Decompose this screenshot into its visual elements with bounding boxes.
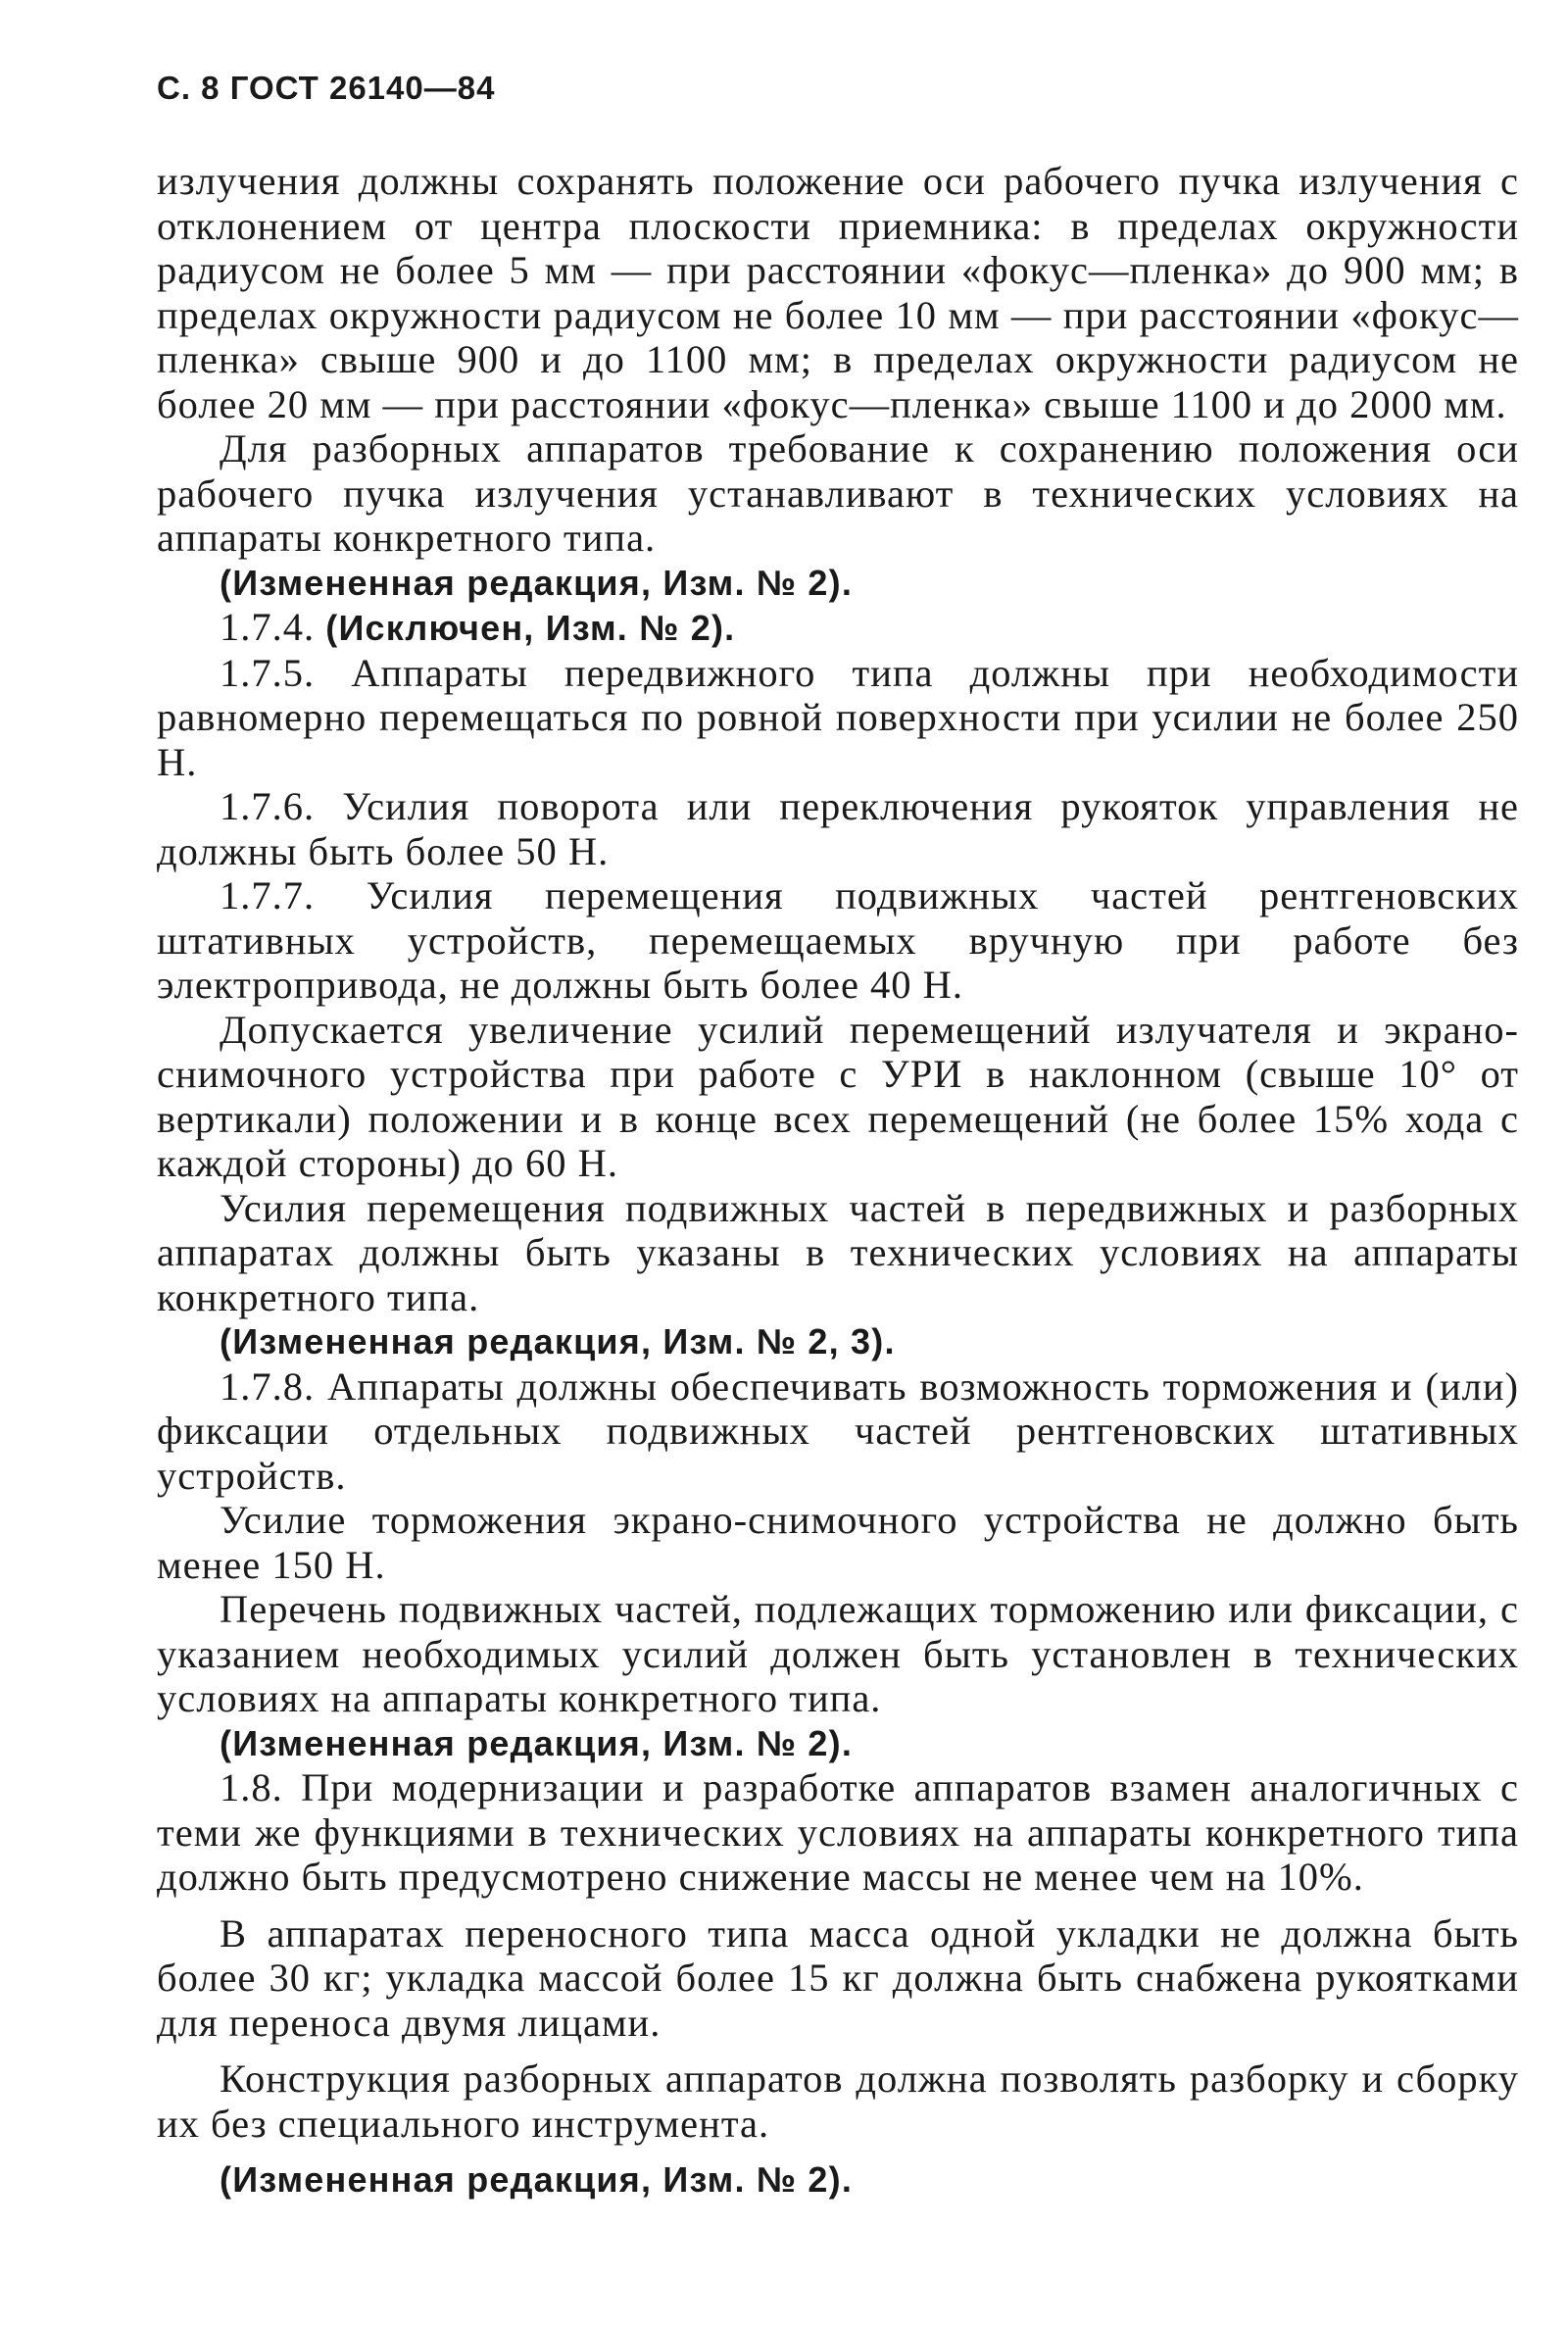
amendment-note: (Измененная редакция, Изм. № 2). (220, 562, 854, 603)
clause-1-7-5: 1.7.5. Аппараты передвижного типа должны при необходимости равномерно перемещаться по ровной поверхности при усилии не более 250 Н. (157, 650, 1519, 784)
paragraph: Для разборных аппаратов требование к сохранению положения оси рабочего пучка излучения устанавливают в технических условиях на аппараты конкретного типа. (157, 426, 1519, 560)
clause-1-7-8: 1.7.8. Аппараты должны обеспечивать возможность торможения и (или) фиксации отдельных подвижных частей рентгеновских штативных устройств. (157, 1363, 1519, 1498)
paragraph: Конструкция разборных аппаратов должна позволять разборку и сборку их без специального инструмента. (157, 2056, 1519, 2146)
clause-1-8: 1.8. При модернизации и разработке аппаратов взамен аналогичных с теми же функциями в технических условиях на аппараты конкретного типа должно быть предусмотрено снижение массы не менее чем на 10%. (157, 1765, 1519, 1899)
amendment-note: (Измененная редакция, Изм. № 2). (220, 1722, 854, 1763)
amendment-note: (Измененная редакция, Изм. № 2). (220, 2159, 854, 2200)
paragraph: Усилие торможения экрано-снимочного устройства не должно быть менее 150 Н. (157, 1498, 1519, 1587)
clause-1-7-7: 1.7.7. Усилия перемещения подвижных частей рентгеновских штативных устройств, перемещаемых вручную при работе без электропривода, не должны быть более 40 Н. (157, 873, 1519, 1007)
paragraph: Допускается увеличение усилий перемещений излучателя и экрано-снимочного устройства при работе с УРИ в наклонном (свыше 10° от вертикали) положении и в конце всех перемещений (не более 15% хода с каждой стороны) до 60 Н. (157, 1007, 1519, 1185)
running-head: С. 8 ГОСТ 26140—84 (157, 70, 496, 106)
excluded-note: (Исключен, Изм. № 2). (325, 608, 736, 648)
clause-number: 1.7.4. (220, 605, 316, 649)
clause-1-7-4 (157, 605, 1519, 651)
paragraph-continuation: излучения должны сохранять положение оси рабочего пучка излучения с отклонением от центра плоскости приемника: в пределах окружности радиусом не более 5 мм — при расстоянии «фокус—пленка» до 900 мм; в пределах окружности радиусом не более 10 мм — при расстоянии «фокус—пленка» свыше 900 и до 1100 мм; в пределах окружности радиусом не более 20 мм — при расстоянии «фокус—пленка» свыше 1100 и до 2000 мм. (157, 159, 1519, 426)
paragraph: Усилия перемещения подвижных частей в передвижных и разборных аппаратах должны быть указаны в технических условиях на аппараты конкретного типа. (157, 1185, 1519, 1319)
body-text (157, 159, 1519, 2203)
paragraph: Перечень подвижных частей, подлежащих торможению или фиксации, с указанием необходимых усилий должен быть установлен в технических условиях на аппараты конкретного типа. (157, 1587, 1519, 1720)
paragraph: В аппаратах переносного типа масса одной укладки не должна быть более 30 кг; укладка массой более 15 кг должна быть снабжена рукоятками для переноса двумя лицами. (157, 1910, 1519, 2045)
clause-1-7-6: 1.7.6. Усилия поворота или переключения рукояток управления не должны быть более 50 Н. (157, 784, 1519, 873)
amendment-note: (Измененная редакция, Изм. № 2, 3). (220, 1321, 896, 1362)
